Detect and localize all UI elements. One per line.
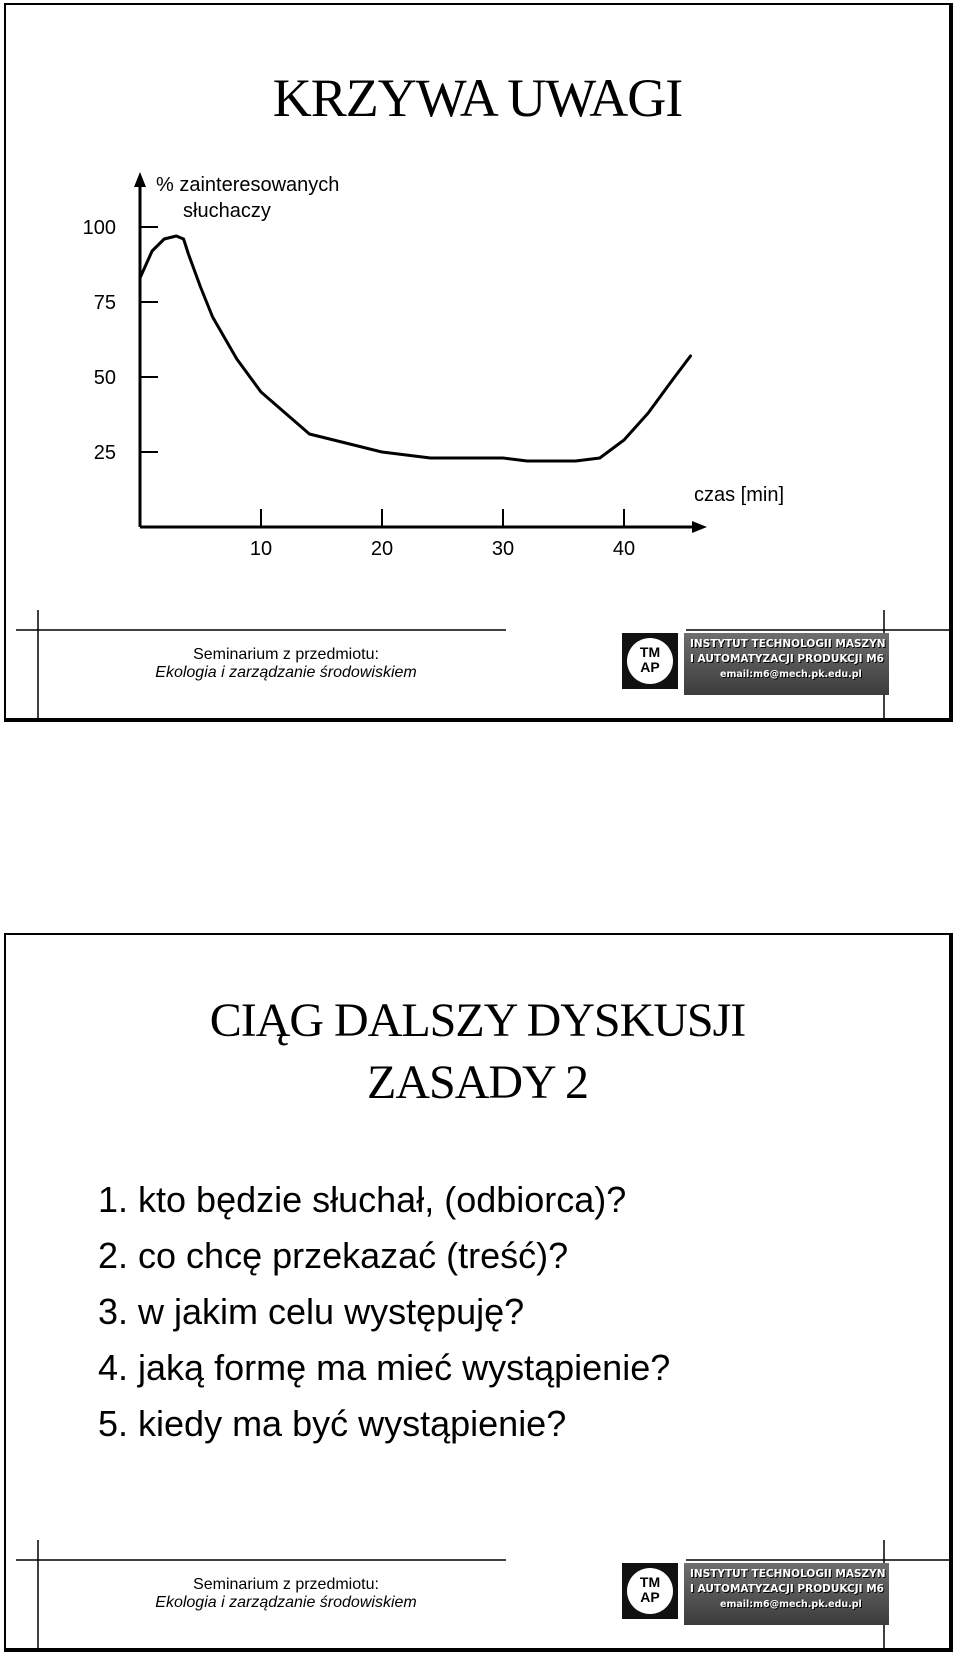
x-tick-label: 20 [370,538,394,560]
x-axis-title: czas [min] [694,484,785,506]
x-tick-label: 30 [491,538,515,560]
y-axis-title-line1: % zainteresowanych [156,174,340,196]
list-item: 1. kto będzie słuchał, (odbiorca)? [98,1179,627,1220]
y-tick-label: 25 [93,442,116,464]
list-item: 2. co chcę przekazać (treść)? [98,1235,569,1276]
y-axis-title-line2: słuchaczy [183,200,271,222]
slide-footer [6,1538,949,1648]
footer-course-name: Ekologia i zarządzanie środowiskiem [155,1594,417,1611]
institute-name-panel: INSTYTUT TECHNOLOGII MASZYN I AUTOMATYZACJI PRODUKCJI M6 email:m6@mech.pk.edu.pl [684,1563,889,1625]
institute-name-panel: INSTYTUT TECHNOLOGII MASZYN I AUTOMATYZACJI PRODUKCJI M6 email:m6@mech.pk.edu.pl [684,633,889,695]
slide-title-line1: CIĄG DALSZY DYSKUSJI [209,994,746,1047]
list-item: 4. jaką formę ma mieć wystąpienie? [98,1347,671,1388]
x-axis-arrow [692,521,707,533]
footer-seminar-label: Seminarium z przedmiotu: [193,1576,379,1593]
attention-curve-chart [6,5,951,585]
slide-footer [6,608,949,718]
slide-zasady-2 [4,933,953,1652]
y-tick-label: 100 [82,217,116,239]
footer-seminar-label: Seminarium z przedmiotu: [193,646,379,663]
itmap-logo-mark: TM AP [622,633,678,689]
attention-curve-line [140,236,691,461]
list-item: 3. w jakim celu występuję? [98,1291,525,1332]
slide-title-line2: ZASADY 2 [367,1056,588,1109]
questions-list [98,1172,670,1452]
y-tick-label: 75 [93,292,116,314]
list-item: 5. kiedy ma być wystąpienie? [98,1403,567,1444]
x-tick-label: 10 [249,538,273,560]
y-axis-arrow [134,172,146,187]
slide-title: KRZYWA UWAGI [272,68,683,128]
institute-email: email:m6@mech.pk.edu.pl [720,669,862,680]
x-tick-label: 40 [612,538,636,560]
y-tick-label: 50 [93,367,116,389]
institute-email: email:m6@mech.pk.edu.pl [720,1599,862,1610]
slide-krzywa-uwagi [4,3,953,722]
footer-course-name: Ekologia i zarządzanie środowiskiem [155,664,417,681]
itmap-logo-mark: TM AP [622,1563,678,1619]
